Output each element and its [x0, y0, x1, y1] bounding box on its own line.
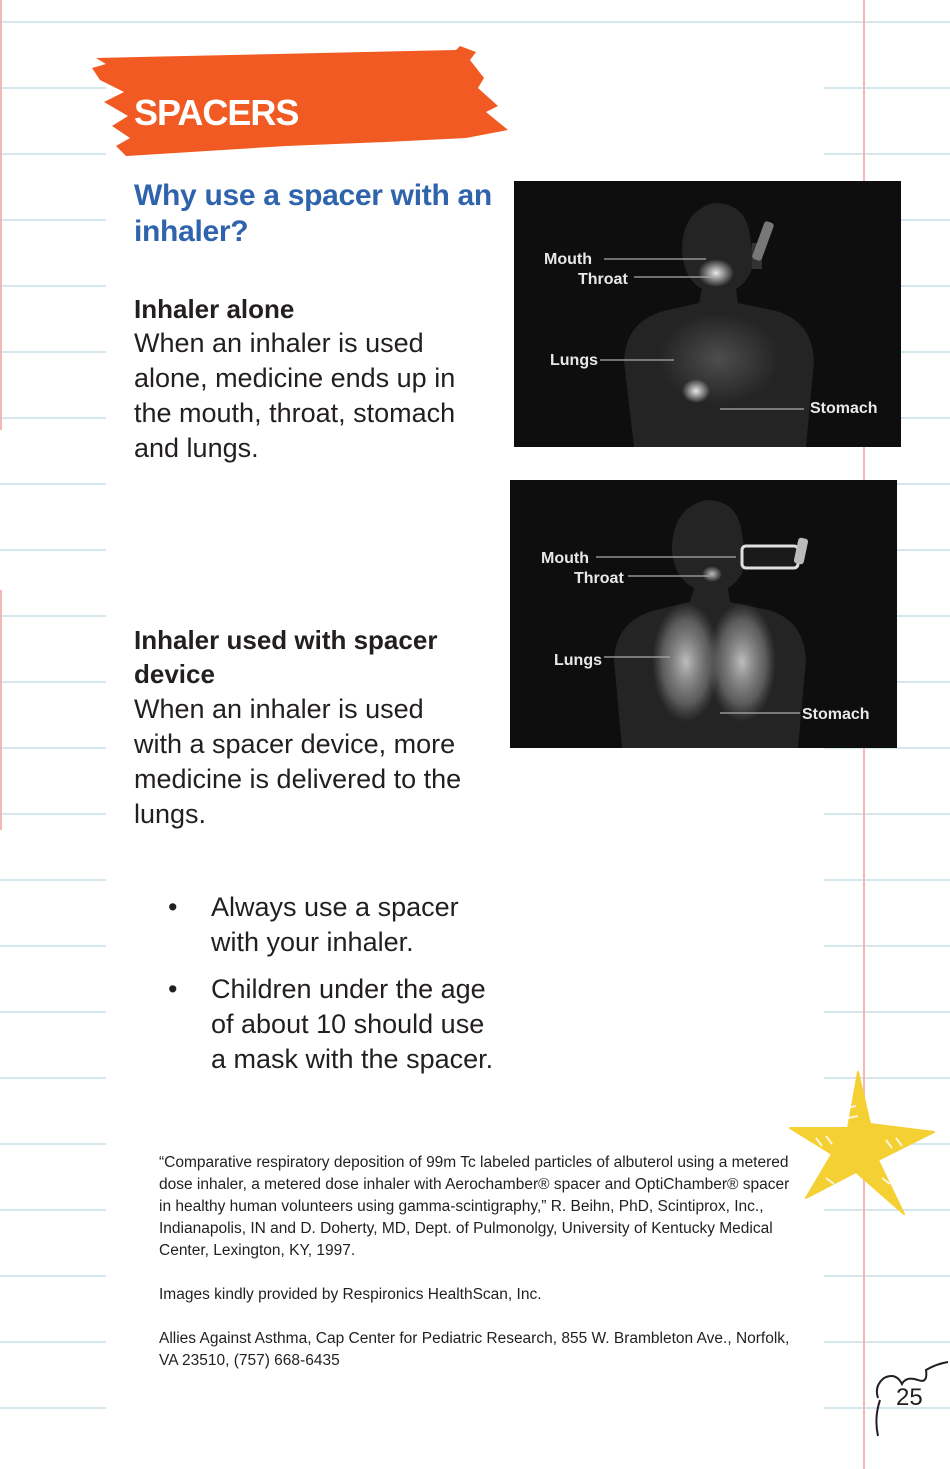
section-question: Why use a spacer with an inhaler?	[134, 179, 492, 248]
label-throat: Throat	[578, 271, 628, 288]
scintigraphy-image-inhaler-spacer	[510, 480, 897, 748]
references	[159, 1152, 799, 1394]
notebook-left-edge-line	[0, 0, 2, 430]
page-title: SPACERS	[134, 92, 299, 133]
bullet-dot: •	[168, 974, 178, 1004]
inhaler-spacer-text: When an inhaler is used with a spacer device, more medicine is delivered to the lungs.	[134, 694, 462, 829]
list-item-text: Always use a spacer with your inhaler.	[211, 892, 459, 957]
label-stomach: Stomach	[802, 706, 870, 723]
list-item	[160, 890, 500, 960]
list-item	[160, 972, 500, 1077]
address-text: Allies Against Asthma, Cap Center for Pediatric Research, 855 W. Brambleton Ave., Norfolk, VA 23510, (757) 668-6435	[159, 1330, 790, 1369]
label-mouth: Mouth	[541, 550, 589, 567]
spacer-device-icon	[742, 546, 798, 568]
star-icon	[786, 1068, 938, 1216]
label-lungs: Lungs	[554, 652, 602, 669]
inhaler-alone-text: When an inhaler is used alone, medicine ends up in the mouth, throat, stomach and lungs.	[134, 328, 456, 463]
label-stomach: Stomach	[810, 400, 878, 417]
label-throat: Throat	[574, 570, 624, 587]
inhaler-alone-heading: Inhaler alone	[134, 294, 295, 324]
inhaler-spacer-heading: Inhaler used with spacer device	[134, 625, 438, 689]
bullet-dot: •	[168, 892, 178, 922]
images-credit-text: Images kindly provided by Respironics HealthScan, Inc.	[159, 1286, 542, 1303]
scintigraphy-image-inhaler-alone	[514, 181, 901, 447]
page-number: 25	[896, 1384, 923, 1411]
label-mouth: Mouth	[544, 251, 592, 268]
citation-text: “Comparative respiratory deposition of 99m Tc labeled particles of albuterol using a metered dose inhaler, a metered dose inhaler with Aerochamber® spacer and OptiChamber® spacer in healthy human volunteers using gamma-scintigraphy,” R. Beihn, PhD, Scintiprox, Inc., Indianapolis, IN and D. Doherty, MD, Dept. of Pulmonolgy, University of Kentucky Medical Center, Lexington, KY, 1997.	[159, 1154, 790, 1259]
notebook-left-edge-line	[0, 590, 2, 830]
list-item-text: Children under the age of about 10 should use a mask with the spacer.	[211, 974, 494, 1074]
tips-list	[160, 890, 500, 1089]
label-lungs: Lungs	[550, 352, 598, 369]
